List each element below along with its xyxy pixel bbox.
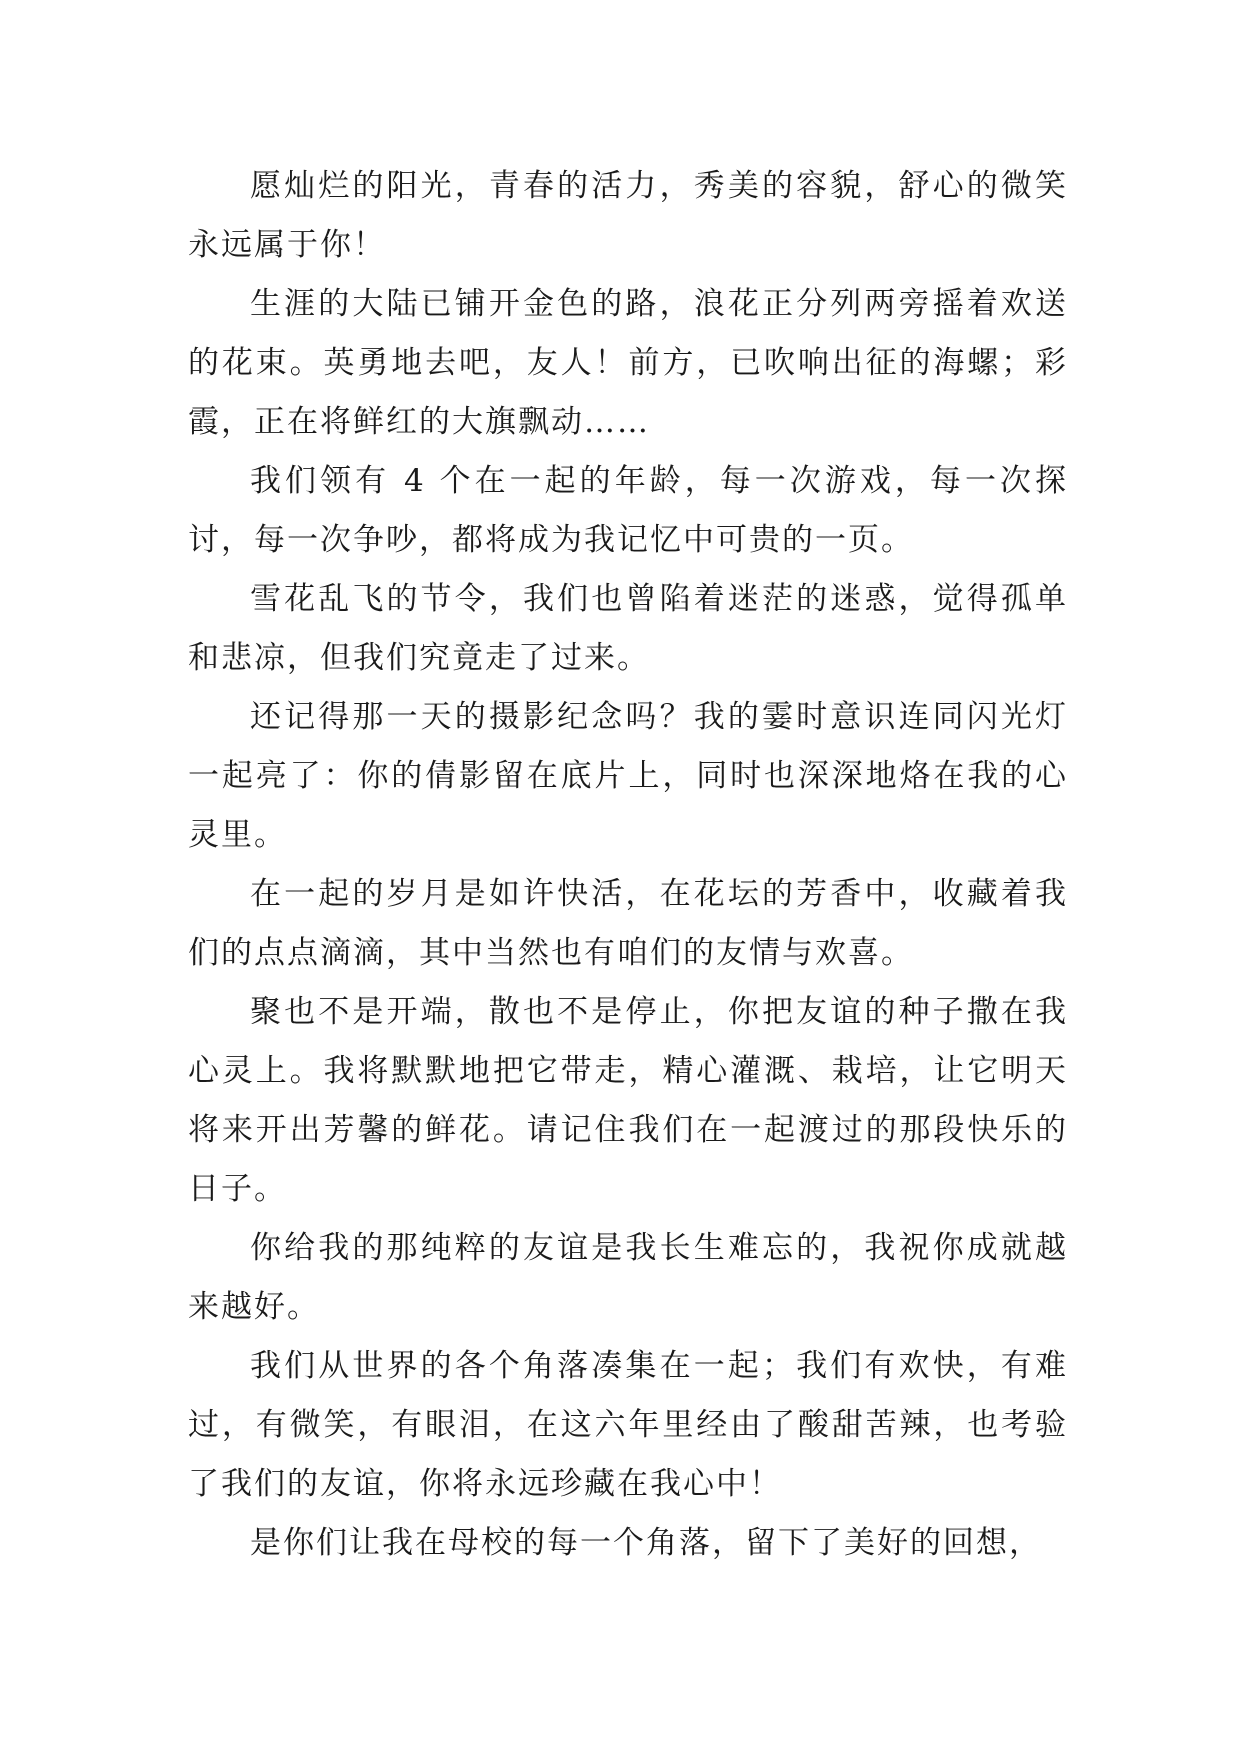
paragraph: 生涯的大陆已铺开金色的路，浪花正分列两旁摇着欢送的花束。英勇地去吧，友人！前方，已吹响出征的海螺；彩霞，正在将鲜红的大旗飘动…… bbox=[188, 286, 1068, 440]
paragraph: 雪花乱飞的节令，我们也曾陷着迷茫的迷惑，觉得孤单和悲凉，但我们究竟走了过来。 bbox=[188, 581, 1068, 676]
document-body bbox=[188, 157, 1068, 1573]
paragraph: 是你们让我在母校的每一个角落，留下了美好的回想， bbox=[250, 1525, 1042, 1561]
paragraph: 愿灿烂的阳光，青春的活力，秀美的容貌，舒心的微笑永远属于你！ bbox=[188, 168, 1068, 263]
paragraph: 在一起的岁月是如许快活，在花坛的芳香中，收藏着我们的点点滴滴，其中当然也有咱们的友情与欢喜。 bbox=[188, 876, 1068, 971]
paragraph: 聚也不是开端，散也不是停止，你把友谊的种子撒在我心灵上。我将默默地把它带走，精心灌溉、栽培，让它明天将来开出芳馨的鲜花。请记住我们在一起渡过的那段快乐的日子。 bbox=[188, 994, 1068, 1207]
paragraph: 我们从世界的各个角落凑集在一起；我们有欢快，有难过，有微笑，有眼泪，在这六年里经由了酸甜苦辣，也考验了我们的友谊，你将永远珍藏在我心中！ bbox=[188, 1348, 1068, 1502]
paragraph: 还记得那一天的摄影纪念吗？我的霎时意识连同闪光灯一起亮了：你的倩影留在底片上，同时也深深地烙在我的心灵里。 bbox=[188, 699, 1068, 853]
paragraph: 我们领有 4 个在一起的年龄，每一次游戏，每一次探讨，每一次争吵，都将成为我记忆中可贵的一页。 bbox=[188, 463, 1068, 558]
paragraph: 你给我的那纯粹的友谊是我长生难忘的，我祝你成就越来越好。 bbox=[188, 1230, 1068, 1325]
